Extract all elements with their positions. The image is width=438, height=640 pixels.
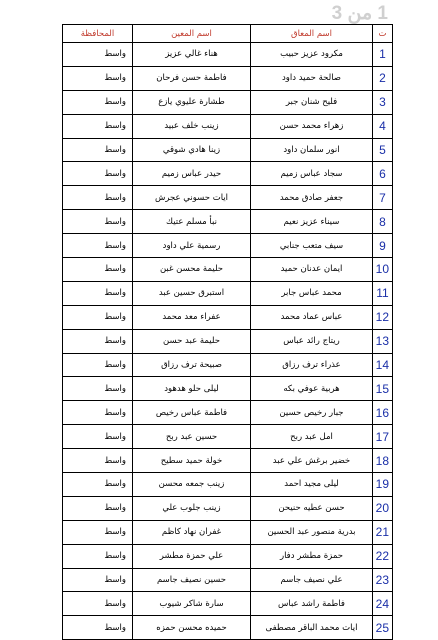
- row-province: واسط: [63, 90, 133, 114]
- row-helper-name: نبأ مسلم عتيك: [133, 210, 251, 234]
- row-disabled-name: ايات محمد الباقر مصطفى: [251, 616, 373, 640]
- table-row: [63, 234, 393, 258]
- table-header-row: [63, 25, 393, 43]
- table-row: [63, 258, 393, 282]
- row-disabled-name: عذراء ترف رزاق: [251, 353, 373, 377]
- table-row: [63, 473, 393, 497]
- row-province: واسط: [63, 258, 133, 282]
- table-row: [63, 449, 393, 473]
- row-disabled-name: فليح شنان جبر: [251, 90, 373, 114]
- row-helper-name: زينب خلف عبيد: [133, 114, 251, 138]
- row-disabled-name: زهراء محمد حسن: [251, 114, 373, 138]
- row-helper-name: سارة شاكر شيوب: [133, 592, 251, 616]
- table-row: [63, 66, 393, 90]
- row-serial: 1: [373, 43, 393, 67]
- row-serial: 3: [373, 90, 393, 114]
- row-province: واسط: [63, 66, 133, 90]
- row-helper-name: زينب جلوب علي: [133, 496, 251, 520]
- row-serial: 12: [373, 305, 393, 329]
- row-province: واسط: [63, 186, 133, 210]
- row-serial: 25: [373, 616, 393, 640]
- header-helper-name: اسم المعين: [133, 25, 251, 43]
- row-province: واسط: [63, 114, 133, 138]
- row-serial: 23: [373, 568, 393, 592]
- table-row: [63, 138, 393, 162]
- row-helper-name: فاطمة حسن فرحان: [133, 66, 251, 90]
- table-row: [63, 616, 393, 640]
- row-province: واسط: [63, 616, 133, 640]
- row-province: واسط: [63, 592, 133, 616]
- row-province: واسط: [63, 401, 133, 425]
- row-province: واسط: [63, 234, 133, 258]
- row-disabled-name: فاطمة راشد عباس: [251, 592, 373, 616]
- table-row: [63, 162, 393, 186]
- row-disabled-name: حمزة مطشر دفار: [251, 544, 373, 568]
- row-disabled-name: امل عبد ربح: [251, 425, 373, 449]
- row-province: واسط: [63, 473, 133, 497]
- row-serial: 15: [373, 377, 393, 401]
- row-serial: 10: [373, 258, 393, 282]
- row-disabled-name: بدرية منصور عبد الحسين: [251, 520, 373, 544]
- row-helper-name: ايات حسوني عجرش: [133, 186, 251, 210]
- row-province: واسط: [63, 544, 133, 568]
- table-row: [63, 401, 393, 425]
- row-helper-name: حميده محسن حمزه: [133, 616, 251, 640]
- table-row: [63, 568, 393, 592]
- table-row: [63, 496, 393, 520]
- table-row: [63, 305, 393, 329]
- row-serial: 16: [373, 401, 393, 425]
- row-helper-name: فاطمة عباس رخيص: [133, 401, 251, 425]
- table-row: [63, 520, 393, 544]
- table-row: [63, 114, 393, 138]
- row-province: واسط: [63, 353, 133, 377]
- row-helper-name: حليمة محسن غبن: [133, 258, 251, 282]
- row-province: واسط: [63, 305, 133, 329]
- row-province: واسط: [63, 425, 133, 449]
- table-row: [63, 544, 393, 568]
- row-province: واسط: [63, 449, 133, 473]
- row-helper-name: طشارة عليوي يازع: [133, 90, 251, 114]
- row-serial: 11: [373, 281, 393, 305]
- row-serial: 8: [373, 210, 393, 234]
- row-disabled-name: ريتاج رائد عباس: [251, 329, 373, 353]
- row-disabled-name: صالحة حميد داود: [251, 66, 373, 90]
- table-row: [63, 281, 393, 305]
- row-helper-name: رسمية علي داود: [133, 234, 251, 258]
- row-province: واسط: [63, 377, 133, 401]
- row-disabled-name: ليلى مجيد احمد: [251, 473, 373, 497]
- row-serial: 14: [373, 353, 393, 377]
- row-serial: 13: [373, 329, 393, 353]
- row-serial: 9: [373, 234, 393, 258]
- row-province: واسط: [63, 568, 133, 592]
- row-province: واسط: [63, 329, 133, 353]
- row-disabled-name: ايمان عدنان حميد: [251, 258, 373, 282]
- row-helper-name: ليلى حلو هدهود: [133, 377, 251, 401]
- row-disabled-name: جبار رخيص حسين: [251, 401, 373, 425]
- row-disabled-name: انور سلمان داود: [251, 138, 373, 162]
- row-disabled-name: هربية عوفي بكه: [251, 377, 373, 401]
- row-serial: 24: [373, 592, 393, 616]
- row-helper-name: حيدر عباس زميم: [133, 162, 251, 186]
- row-province: واسط: [63, 138, 133, 162]
- row-disabled-name: سيف متعب جنابي: [251, 234, 373, 258]
- table-row: [63, 43, 393, 67]
- row-helper-name: غفران نهاد كاظم: [133, 520, 251, 544]
- row-disabled-name: سجاد عباس زميم: [251, 162, 373, 186]
- row-serial: 18: [373, 449, 393, 473]
- row-helper-name: زينب جمعه محسن: [133, 473, 251, 497]
- row-province: واسط: [63, 210, 133, 234]
- page-number-watermark: 1 من 3: [331, 3, 388, 24]
- row-helper-name: علي حمزة مطشر: [133, 544, 251, 568]
- row-serial: 17: [373, 425, 393, 449]
- row-province: واسط: [63, 520, 133, 544]
- row-serial: 21: [373, 520, 393, 544]
- row-disabled-name: حسن عطيه حنيحن: [251, 496, 373, 520]
- row-disabled-name: خضير برغش علي عبد: [251, 449, 373, 473]
- row-serial: 22: [373, 544, 393, 568]
- row-helper-name: خولة حميد سطيح: [133, 449, 251, 473]
- row-helper-name: صبيحة ترف رزاق: [133, 353, 251, 377]
- table-row: [63, 210, 393, 234]
- row-serial: 5: [373, 138, 393, 162]
- table-row: [63, 329, 393, 353]
- table-row: [63, 425, 393, 449]
- header-disabled-name: اسم المعاق: [251, 25, 373, 43]
- row-disabled-name: علي نصيف جاسم: [251, 568, 373, 592]
- row-helper-name: حسين عبد ربح: [133, 425, 251, 449]
- row-serial: 19: [373, 473, 393, 497]
- row-serial: 6: [373, 162, 393, 186]
- row-serial: 7: [373, 186, 393, 210]
- row-helper-name: حليمة عبد حسن: [133, 329, 251, 353]
- header-province: المحافظة: [63, 25, 133, 43]
- row-province: واسط: [63, 281, 133, 305]
- row-helper-name: عفراء معد محمد: [133, 305, 251, 329]
- row-province: واسط: [63, 162, 133, 186]
- table-row: [63, 592, 393, 616]
- table-row: [63, 186, 393, 210]
- header-serial: ت: [373, 25, 393, 43]
- table-row: [63, 377, 393, 401]
- row-disabled-name: محمد عباس جابر: [251, 281, 373, 305]
- row-province: واسط: [63, 43, 133, 67]
- row-disabled-name: مكرود عزيز حبيب: [251, 43, 373, 67]
- row-serial: 2: [373, 66, 393, 90]
- row-helper-name: حسين نصيف جاسم: [133, 568, 251, 592]
- row-serial: 4: [373, 114, 393, 138]
- row-helper-name: استبرق حسين عبد: [133, 281, 251, 305]
- row-helper-name: زينا هادي شوقي: [133, 138, 251, 162]
- names-table: [62, 24, 393, 640]
- row-disabled-name: جعفر صادق محمد: [251, 186, 373, 210]
- row-province: واسط: [63, 496, 133, 520]
- row-serial: 20: [373, 496, 393, 520]
- row-disabled-name: عباس عماد محمد: [251, 305, 373, 329]
- row-disabled-name: سيناء عزيز نعيم: [251, 210, 373, 234]
- table-row: [63, 353, 393, 377]
- table-row: [63, 90, 393, 114]
- row-helper-name: هناء غالي عزيز: [133, 43, 251, 67]
